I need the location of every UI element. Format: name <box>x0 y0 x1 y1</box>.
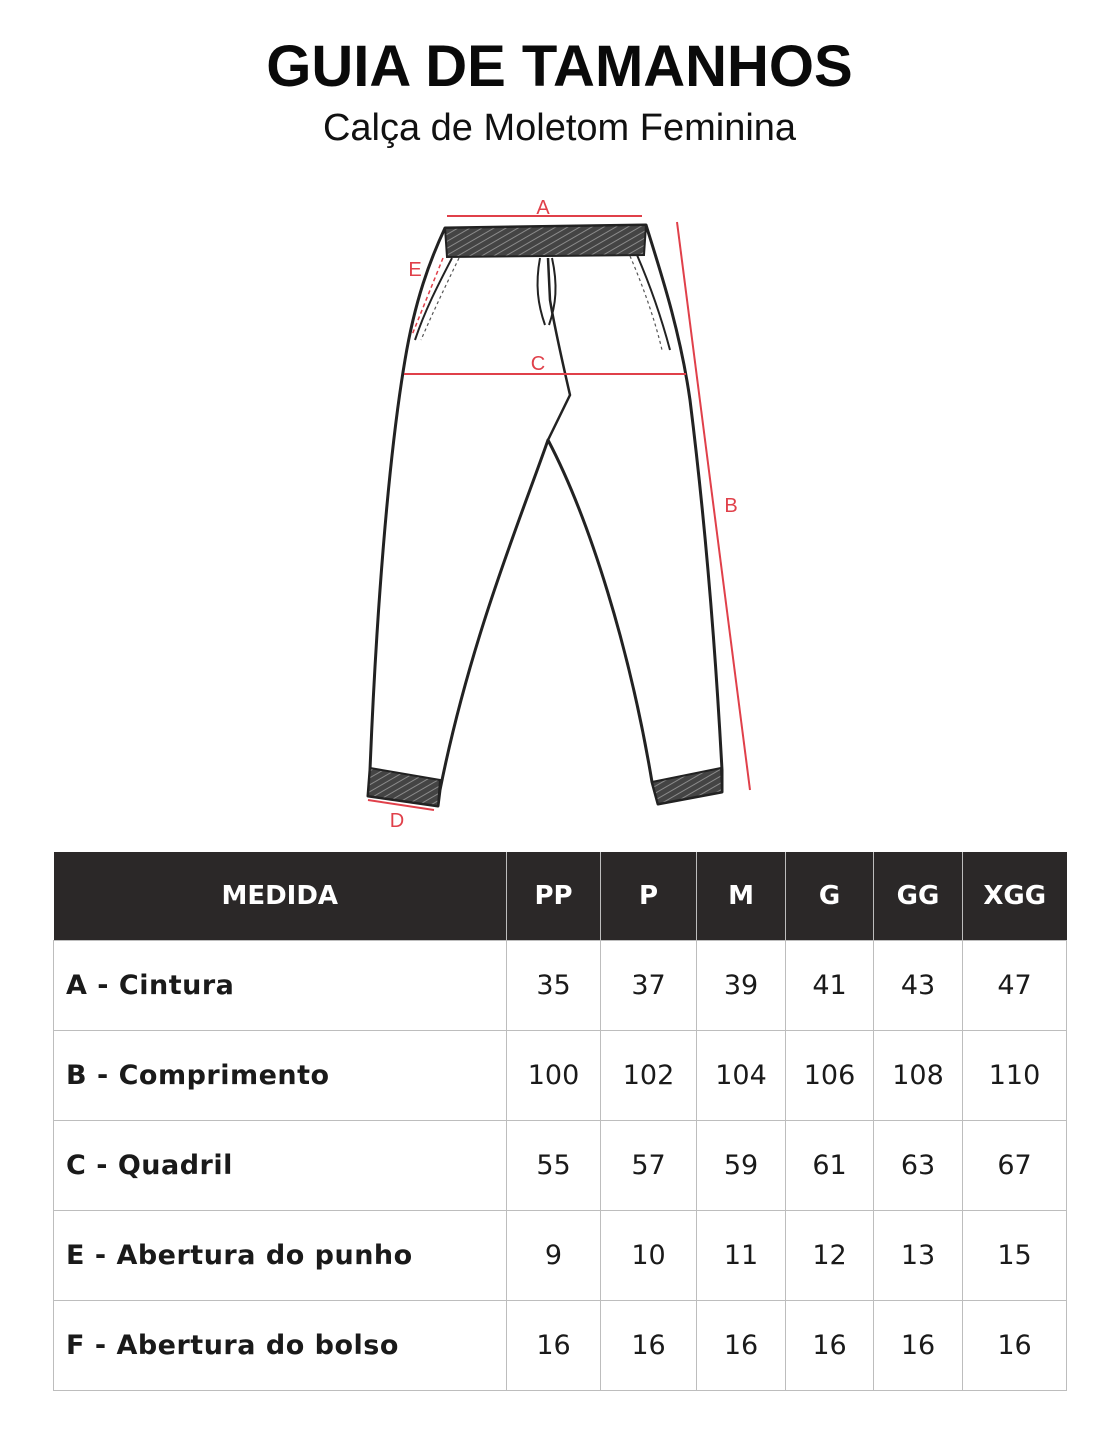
page-subtitle: Calça de Moletom Feminina <box>322 107 797 149</box>
value-cell: 15 <box>963 1211 1067 1301</box>
value-cell: 55 <box>507 1121 601 1211</box>
value-cell: 16 <box>507 1301 601 1391</box>
value-cell: 47 <box>963 941 1067 1031</box>
header-size-m: M <box>697 852 786 941</box>
page-title: GUIA DE TAMANHOS <box>266 34 853 99</box>
pants-diagram <box>0 180 1119 840</box>
value-cell: 16 <box>963 1301 1067 1391</box>
value-cell: 37 <box>601 941 697 1031</box>
header-size-g: G <box>786 852 874 941</box>
value-cell: 35 <box>507 941 601 1031</box>
label-d: D <box>389 810 405 832</box>
label-a: A <box>536 197 550 219</box>
value-cell: 63 <box>874 1121 963 1211</box>
value-cell: 108 <box>874 1031 963 1121</box>
value-cell: 16 <box>697 1301 786 1391</box>
value-cell: 39 <box>697 941 786 1031</box>
header-size-gg: GG <box>874 852 963 941</box>
value-cell: 16 <box>874 1301 963 1391</box>
measure-cell: F - Abertura do bolso <box>54 1301 507 1391</box>
value-cell: 10 <box>601 1211 697 1301</box>
value-cell: 61 <box>786 1121 874 1211</box>
table-row <box>54 1301 1067 1391</box>
table-row <box>54 1031 1067 1121</box>
value-cell: 57 <box>601 1121 697 1211</box>
table-row <box>54 1211 1067 1301</box>
value-cell: 16 <box>786 1301 874 1391</box>
value-cell: 9 <box>507 1211 601 1301</box>
value-cell: 106 <box>786 1031 874 1121</box>
value-cell: 13 <box>874 1211 963 1301</box>
header-size-pp: PP <box>507 852 601 941</box>
table-row <box>54 1121 1067 1211</box>
value-cell: 102 <box>601 1031 697 1121</box>
measure-cell: A - Cintura <box>54 941 507 1031</box>
value-cell: 67 <box>963 1121 1067 1211</box>
value-cell: 11 <box>697 1211 786 1301</box>
value-cell: 41 <box>786 941 874 1031</box>
label-b: B <box>724 495 738 517</box>
table-row <box>54 941 1067 1031</box>
waistband <box>445 225 646 257</box>
value-cell: 104 <box>697 1031 786 1121</box>
measure-cell: C - Quadril <box>54 1121 507 1211</box>
pants-illustration <box>0 180 1119 840</box>
label-e: E <box>408 259 422 281</box>
table-header-row <box>54 852 1067 941</box>
value-cell: 100 <box>507 1031 601 1121</box>
value-cell: 12 <box>786 1211 874 1301</box>
header-measure: MEDIDA <box>54 852 507 941</box>
value-cell: 59 <box>697 1121 786 1211</box>
header-size-p: P <box>601 852 697 941</box>
header-size-xgg: XGG <box>963 852 1067 941</box>
value-cell: 43 <box>874 941 963 1031</box>
size-table <box>53 852 1067 1391</box>
value-cell: 110 <box>963 1031 1067 1121</box>
label-c: C <box>530 353 546 375</box>
measure-cell: B - Comprimento <box>54 1031 507 1121</box>
value-cell: 16 <box>601 1301 697 1391</box>
measure-cell: E - Abertura do punho <box>54 1211 507 1301</box>
